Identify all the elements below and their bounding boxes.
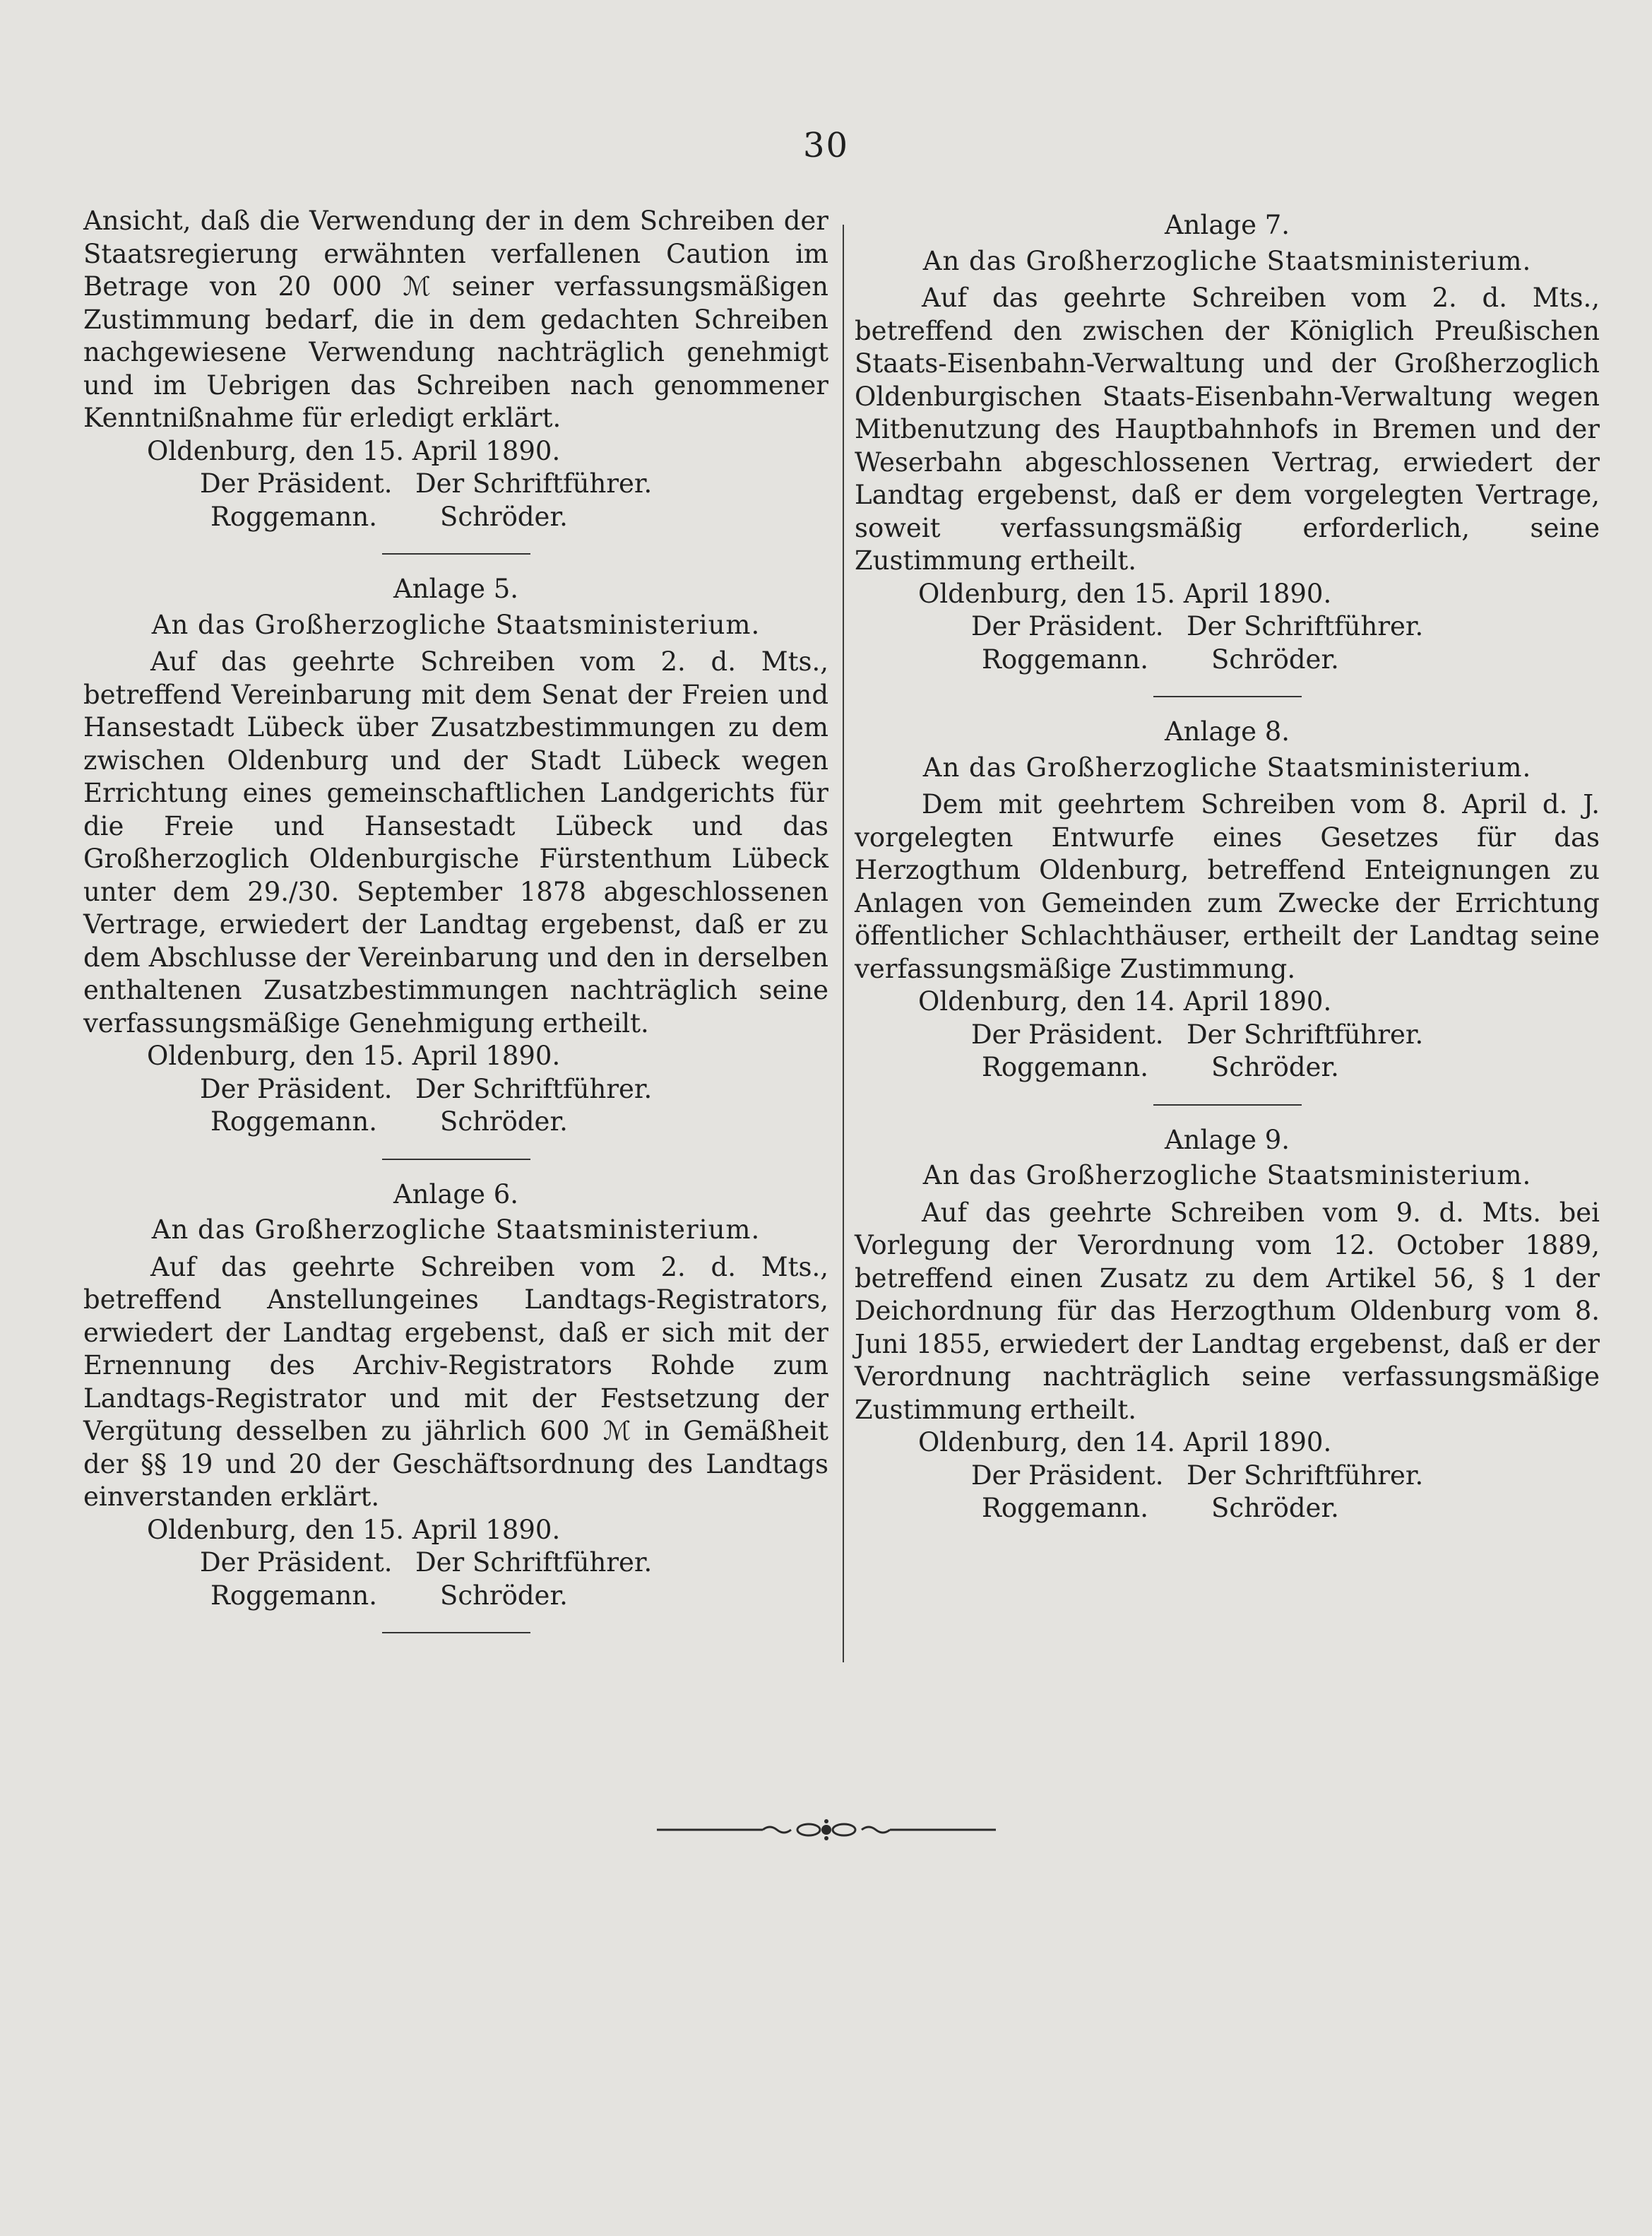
page-number: 30: [802, 126, 850, 165]
secretary-title: Der Schriftführer.: [1187, 1019, 1424, 1050]
president-name: Roggemann.: [982, 1052, 1148, 1082]
secretary-name: Schröder.: [440, 501, 568, 532]
secretary-title: Der Schriftführer.: [1187, 611, 1424, 641]
secretary-name: Schröder.: [440, 1106, 568, 1137]
section-divider: [1153, 1104, 1302, 1106]
anlage-title: Anlage 5.: [393, 574, 519, 604]
section-divider: [1153, 696, 1302, 697]
anlage-body: Auf das geehrte Schreiben vom 2. d. Mts., betreffend Anstellungeines Landtags-Registrators, erwiedert der Landtag ergebenst, daß er sich mit der Ernennung des Archiv-Registrators Rohde zum Landtags-Registrator und mit der Festsetzung der Vergütung desselben zu jährlich 600 ℳ in Gemäßheit der §§ 19 und 20 der Geschäftsordnung des Landtags einverstanden erklärt.: [83, 1251, 828, 1512]
place-date: Oldenburg, den 14. April 1890.: [918, 1427, 1332, 1457]
president-title: Der Präsident.: [971, 1460, 1164, 1491]
signature-titles: [855, 1019, 1600, 1052]
addressee: An das Großherzogliche Staatsministerium.: [922, 1160, 1532, 1190]
president-name: Roggemann.: [210, 1580, 377, 1611]
anlage-title: Anlage 8.: [1164, 716, 1290, 747]
place-date: Oldenburg, den 15. April 1890.: [147, 1041, 561, 1071]
place-date: Oldenburg, den 15. April 1890.: [147, 435, 561, 466]
president-name: Roggemann.: [210, 1106, 377, 1137]
signature-titles: [83, 1073, 828, 1106]
secretary-name: Schröder.: [440, 1580, 568, 1611]
anlage-5: [83, 573, 828, 1139]
secretary-name: Schröder.: [1211, 644, 1339, 675]
president-name: Roggemann.: [982, 1493, 1148, 1523]
president-title: Der Präsident.: [971, 1019, 1164, 1050]
section-divider: [382, 553, 530, 555]
place-date: Oldenburg, den 14. April 1890.: [918, 986, 1332, 1017]
signature-names: [83, 501, 828, 534]
secretary-title: Der Schriftführer.: [415, 1073, 653, 1104]
anlage-body: Dem mit geehrtem Schreiben vom 8. April d. J. vorgelegten Entwurfe eines Gesetzes für das Herzogthum Oldenburg, betreffend Enteignungen zu Anlagen von Gemeinden zum Zwecke der Errichtung öffentlicher Schlachthäuser, ertheilt der Landtag seine verfassungsmäßige Zustimmung.: [855, 789, 1600, 984]
signature-titles: [855, 1460, 1600, 1493]
president-name: Roggemann.: [982, 644, 1148, 675]
right-column: [855, 205, 1600, 1525]
anlage-6: [83, 1178, 828, 1613]
signature-names: [83, 1106, 828, 1139]
signature-titles: [83, 1546, 828, 1580]
place-date: Oldenburg, den 15. April 1890.: [918, 578, 1332, 609]
addressee: An das Großherzogliche Staatsministerium.: [151, 609, 761, 640]
continuation-paragraph: Ansicht, daß die Verwendung der in dem Schreiben der Staatsregierung erwähnten verfallenen Caution im Betrage von 20 000 ℳ seiner verfassungsmäßigen Zustimmung bedarf, die in dem gedachten Schreiben nachgewiesene Verwendung nachträglich genehmigt und im Uebrigen das Schreiben nach genommener Kenntnißnahme für erledigt erklärt.: [83, 206, 828, 433]
secretary-title: Der Schriftführer.: [415, 468, 653, 499]
section-divider: [382, 1159, 530, 1160]
signature-names: [83, 1580, 828, 1613]
president-title: Der Präsident.: [200, 1073, 393, 1104]
secretary-title: Der Schriftführer.: [415, 1547, 653, 1578]
anlage-body: Auf das geehrte Schreiben vom 2. d. Mts., betreffend den zwischen der Königlich Preußischen Staats-Eisenbahn-Verwaltung und der Großherzoglich Oldenburgischen Staats-Eisenbahn-Verwaltung wegen Mitbenutzung des Hauptbahnhofs in Bremen und der Weserbahn abgeschlossenen Vertrag, erwiedert der Landtag ergebenst, daß er dem vorgelegten Vertrage, soweit verfassungsmäßig erforderlich, seine Zustimmung ertheilt.: [855, 283, 1600, 576]
secretary-title: Der Schriftführer.: [1187, 1460, 1424, 1491]
anlage-title: Anlage 7.: [1164, 210, 1290, 240]
anlage-title: Anlage 9.: [1164, 1124, 1290, 1155]
signature-names: [855, 1051, 1600, 1084]
signature-titles: [83, 468, 828, 501]
president-name: Roggemann.: [210, 501, 377, 532]
president-title: Der Präsident.: [200, 1547, 393, 1578]
anlage-8: [855, 716, 1600, 1084]
secretary-name: Schröder.: [1211, 1493, 1339, 1523]
secretary-name: Schröder.: [1211, 1052, 1339, 1082]
end-ornament-icon: [657, 1816, 996, 1844]
column-divider: [843, 225, 844, 1662]
addressee: An das Großherzogliche Staatsministerium.: [922, 245, 1532, 276]
signature-names: [855, 1492, 1600, 1525]
president-title: Der Präsident.: [200, 468, 393, 499]
signature-titles: [855, 610, 1600, 644]
anlage-body: Auf das geehrte Schreiben vom 9. d. Mts. bei Vorlegung der Verordnung vom 12. October 1889, betreffend einen Zusatz zu dem Artikel 56, § 1 der Deichordnung für das Herzogthum Oldenburg vom 8. Juni 1855, erwiedert der Landtag ergebenst, daß er der Verordnung nachträglich seine verfassungsmäßige Zustimmung ertheilt.: [855, 1197, 1600, 1425]
addressee: An das Großherzogliche Staatsministerium.: [151, 1214, 761, 1245]
anlage-7: [855, 209, 1600, 676]
anlage-title: Anlage 6.: [393, 1178, 519, 1209]
president-title: Der Präsident.: [971, 611, 1164, 641]
anlage-body: Auf das geehrte Schreiben vom 2. d. Mts., betreffend Vereinbarung mit dem Senat der Freien und Hansestadt Lübeck über Zusatzbestimmungen zu dem zwischen Oldenburg und der Stadt Lübeck wegen Errichtung eines gemeinschaftlichen Landgerichts für die Freie und Hansestadt Lübeck und das Großherzoglich Oldenburgische Fürstenthum Lübeck unter dem 29./30. September 1878 abgeschlossenen Vertrage, erwiedert der Landtag ergebenst, daß er zu dem Abschlusse der Vereinbarung und den in derselben enthaltenen Zusatzbestimmungen nachträglich seine verfassungsmäßige Genehmigung ertheilt.: [83, 646, 828, 1039]
left-column: [83, 205, 828, 1652]
place-date: Oldenburg, den 15. April 1890.: [147, 1514, 561, 1545]
addressee: An das Großherzogliche Staatsministerium.: [922, 752, 1532, 783]
signature-names: [855, 644, 1600, 677]
anlage-9: [855, 1124, 1600, 1525]
section-divider: [382, 1632, 530, 1633]
